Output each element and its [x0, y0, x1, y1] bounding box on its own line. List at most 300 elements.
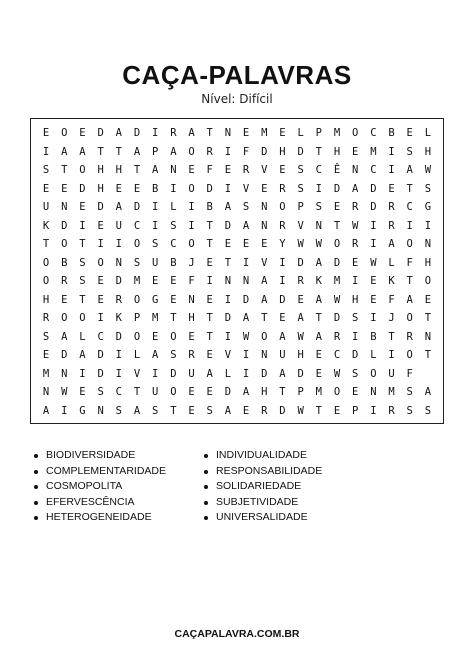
grid-letter: A — [352, 182, 359, 195]
grid-letter: E — [97, 293, 104, 306]
grid-letter: N — [170, 164, 177, 177]
grid-letter: E — [424, 293, 432, 306]
grid-letter: R — [206, 145, 213, 158]
grid-letter: L — [133, 349, 141, 362]
grid-letter: E — [297, 293, 304, 306]
grid-letter: J — [388, 312, 395, 325]
grid-letter: A — [424, 386, 432, 399]
grid-letter: E — [42, 127, 50, 140]
grid-letter: A — [115, 201, 122, 214]
grid-letter: A — [315, 293, 322, 306]
grid-letter: D — [297, 145, 304, 158]
grid-letter: W — [352, 219, 359, 232]
grid-letter: I — [352, 330, 359, 343]
grid-letter: U — [152, 256, 159, 269]
grid-letter: E — [79, 127, 86, 140]
grid-letter: O — [188, 182, 195, 195]
grid-letter: I — [42, 145, 50, 158]
grid-letter: I — [388, 145, 395, 158]
grid-letter: A — [242, 386, 250, 399]
grid-letter: O — [170, 386, 177, 399]
word-search-grid — [30, 118, 444, 424]
grid-letter: E — [352, 386, 359, 399]
grid-letter: E — [315, 349, 322, 362]
grid-letter: E — [79, 386, 86, 399]
grid-letter: T — [424, 312, 432, 325]
grid-letter: R — [352, 238, 359, 251]
grid-letter: W — [424, 164, 432, 177]
grid-letter: E — [133, 182, 141, 195]
grid-letter: D — [97, 127, 104, 140]
grid-letter: P — [133, 312, 141, 325]
grid-letter: I — [79, 219, 86, 232]
grid-letter: E — [242, 238, 250, 251]
grid-letter: F — [388, 293, 395, 306]
grid-letter: M — [333, 127, 341, 140]
grid-letter: O — [406, 312, 413, 325]
grid-letter: R — [388, 404, 395, 417]
grid-letter: R — [352, 201, 359, 214]
grid-letter: O — [79, 164, 86, 177]
grid-letter: P — [152, 145, 159, 158]
grid-letter: D — [333, 256, 341, 269]
grid-letter: I — [224, 145, 232, 158]
grid-letter: D — [370, 182, 377, 195]
grid-letter: S — [315, 201, 322, 214]
grid-letter: E — [352, 256, 359, 269]
grid-letter: O — [97, 256, 104, 269]
grid-letter: E — [279, 127, 286, 140]
grid-letter: S — [242, 201, 250, 214]
grid-letter: F — [406, 256, 413, 269]
grid-letter: T — [79, 238, 86, 251]
grid-letter: T — [315, 145, 322, 158]
grid-letter: E — [333, 404, 341, 417]
page-title: CAÇA-PALAVRAS — [122, 60, 352, 90]
grid-letter: E — [61, 293, 68, 306]
grid-letter: D — [333, 182, 341, 195]
grid-letter: O — [261, 330, 268, 343]
grid-letter: R — [388, 219, 395, 232]
grid-letter: S — [352, 312, 359, 325]
grid-letter: E — [388, 182, 395, 195]
grid-letter: A — [279, 367, 286, 380]
grid-letter: D — [297, 367, 304, 380]
grid-letter: S — [170, 219, 177, 232]
grid-letter: Y — [279, 238, 286, 251]
grid-letter: R — [333, 330, 341, 343]
grid-letter: I — [170, 182, 177, 195]
grid-letter: T — [406, 182, 413, 195]
grid-letter: S — [115, 404, 122, 417]
grid-letter: S — [42, 164, 50, 177]
grid-letter: H — [115, 164, 122, 177]
grid-letter: D — [170, 367, 177, 380]
grid-letter: N — [188, 293, 195, 306]
grid-letter: L — [170, 201, 177, 214]
grid-letter: S — [79, 256, 86, 269]
grid-letter: D — [352, 349, 359, 362]
grid-letter: H — [297, 349, 304, 362]
grid-letter: E — [315, 367, 322, 380]
grid-letter: O — [352, 127, 359, 140]
grid-letter: A — [170, 145, 177, 158]
grid-letter: N — [352, 164, 359, 177]
grid-letter: E — [370, 275, 377, 288]
grid-letter: R — [279, 182, 286, 195]
grid-letter: M — [388, 386, 395, 399]
grid-letter: V — [224, 349, 232, 362]
word-list-item: RESPONSABILIDADE — [202, 464, 372, 480]
grid-letter: E — [370, 293, 377, 306]
grid-letter: O — [42, 275, 50, 288]
grid-letter: M — [42, 367, 50, 380]
grid-letter: O — [61, 312, 68, 325]
grid-letter: T — [115, 145, 122, 158]
grid-letter: O — [188, 145, 195, 158]
grid-letter: A — [133, 145, 141, 158]
grid-letter: J — [188, 256, 195, 269]
grid-letter: W — [297, 404, 304, 417]
grid-letter: C — [333, 349, 341, 362]
grid-letter: A — [152, 164, 159, 177]
grid-letter: N — [61, 367, 68, 380]
grid-letter: P — [352, 404, 359, 417]
grid-letter: A — [42, 404, 50, 417]
grid-letter: N — [424, 330, 432, 343]
grid-letter: A — [224, 201, 232, 214]
grid-letter: E — [279, 312, 286, 325]
grid-letter: T — [206, 330, 213, 343]
grid-letter: D — [297, 256, 304, 269]
grid-letter: C — [133, 219, 141, 232]
grid-letter: U — [388, 367, 395, 380]
grid-letter: H — [42, 293, 50, 306]
grid-letter: T — [206, 312, 213, 325]
grid-letter: E — [170, 293, 177, 306]
grid-letter: I — [188, 201, 195, 214]
grid-letter: D — [133, 201, 141, 214]
grid-letter: R — [242, 164, 250, 177]
grid-letter: I — [315, 182, 322, 195]
grid-letter: W — [242, 330, 250, 343]
grid-letter: S — [206, 404, 213, 417]
grid-letter: R — [188, 349, 195, 362]
grid-letter: A — [152, 349, 159, 362]
grid-letter: N — [61, 201, 68, 214]
grid-letter: T — [224, 256, 232, 269]
grid-letter: I — [115, 367, 122, 380]
grid-letter: N — [261, 349, 268, 362]
grid-letter: L — [388, 256, 395, 269]
grid-letter: D — [115, 330, 122, 343]
grid-letter: U — [115, 219, 122, 232]
grid-letter: M — [152, 312, 159, 325]
grid-letter: S — [406, 386, 413, 399]
grid-letter: M — [333, 275, 341, 288]
grid-letter: O — [333, 238, 341, 251]
grid-letter: T — [97, 145, 104, 158]
grid-letter: T — [206, 219, 213, 232]
grid-letter: E — [115, 182, 122, 195]
grid-letter: E — [42, 349, 50, 362]
grid-letter: T — [170, 312, 177, 325]
grid-letter: S — [406, 145, 413, 158]
grid-letter: H — [279, 145, 286, 158]
grid-letter: A — [261, 275, 268, 288]
grid-letter: A — [224, 404, 232, 417]
grid-letter: E — [406, 127, 413, 140]
grid-letter: A — [242, 312, 250, 325]
grid-letter: S — [79, 275, 86, 288]
grid-letter: A — [79, 145, 86, 158]
grid-letter: L — [297, 127, 304, 140]
grid-letter: E — [188, 164, 195, 177]
grid-letter: P — [315, 127, 322, 140]
grid-letter: T — [315, 312, 322, 325]
grid-letter: E — [97, 219, 104, 232]
grid-letter: T — [206, 238, 213, 251]
grid-letter: N — [115, 256, 122, 269]
grid-letter: A — [388, 238, 395, 251]
grid-letter: T — [315, 404, 322, 417]
grid-letter: M — [261, 127, 268, 140]
grid-letter: F — [188, 275, 195, 288]
grid-letter: B — [370, 330, 377, 343]
grid-letter: R — [42, 312, 50, 325]
difficulty-label: Nível: Difícil — [201, 92, 273, 106]
grid-letter: I — [61, 404, 68, 417]
grid-letter: L — [424, 127, 432, 140]
grid-letter: T — [333, 219, 341, 232]
grid-letter: N — [261, 219, 268, 232]
grid-letter: I — [370, 404, 377, 417]
word-list-right — [202, 448, 372, 526]
grid-letter: N — [42, 386, 50, 399]
grid-letter: S — [170, 349, 177, 362]
grid-letter: O — [279, 201, 286, 214]
grid-letter: N — [224, 275, 232, 288]
grid-letter: S — [42, 330, 50, 343]
grid-letter: H — [97, 182, 104, 195]
grid-letter: E — [242, 404, 250, 417]
grid-letter: E — [224, 164, 232, 177]
grid-letter: O — [79, 312, 86, 325]
grid-letter: E — [97, 275, 104, 288]
grid-letter: E — [242, 127, 250, 140]
grid-letter: T — [279, 386, 286, 399]
grid-letter: A — [315, 256, 322, 269]
grid-letter: G — [79, 404, 86, 417]
grid-letter: D — [261, 367, 268, 380]
grid-letter: P — [297, 201, 304, 214]
grid-letter: D — [224, 219, 232, 232]
grid-letter: V — [261, 164, 268, 177]
grid-letter: N — [261, 201, 268, 214]
grid-letter: D — [279, 404, 286, 417]
grid-letter: R — [297, 275, 304, 288]
grid-letter: D — [97, 201, 104, 214]
grid-letter: S — [133, 256, 141, 269]
grid-letter: E — [206, 386, 213, 399]
grid-letter: K — [115, 312, 122, 325]
grid-letter: R — [170, 127, 177, 140]
grid-letter: O — [170, 330, 177, 343]
word-list — [32, 448, 452, 526]
grid-letter: O — [61, 238, 68, 251]
word-list-left — [32, 448, 202, 526]
grid-letter: V — [242, 182, 250, 195]
grid-letter: V — [133, 367, 141, 380]
grid-letter: S — [406, 404, 413, 417]
grid-letter: K — [388, 275, 395, 288]
grid-letter: I — [97, 312, 104, 325]
grid-letter: N — [242, 275, 250, 288]
grid-letter: I — [79, 367, 86, 380]
grid-letter: E — [79, 201, 86, 214]
grid-letter: G — [424, 201, 432, 214]
grid-letter: O — [133, 330, 141, 343]
grid-letter: E — [352, 145, 359, 158]
grid-letter: T — [388, 330, 395, 343]
grid-letter: D — [97, 367, 104, 380]
grid-letter: M — [133, 275, 141, 288]
grid-letter: A — [206, 367, 213, 380]
grid-letter: O — [424, 275, 432, 288]
grid-letter: O — [406, 238, 413, 251]
grid-letter: I — [224, 330, 232, 343]
word-list-item: COSMOPOLITA — [32, 479, 202, 495]
grid-letter: K — [315, 275, 322, 288]
grid-letter: A — [261, 293, 268, 306]
grid-letter: N — [97, 404, 104, 417]
grid-letter: C — [406, 201, 413, 214]
grid-letter: T — [424, 349, 432, 362]
grid-letter: W — [297, 330, 304, 343]
grid-letter: A — [115, 127, 122, 140]
grid-letter: F — [406, 367, 413, 380]
grid-letter: H — [333, 145, 341, 158]
grid-letter: D — [279, 293, 286, 306]
grid-letter: I — [97, 238, 104, 251]
grid-letter: B — [61, 256, 68, 269]
grid-letter: E — [170, 275, 177, 288]
grid-letter: D — [115, 275, 122, 288]
grid-letter: I — [115, 238, 122, 251]
grid-letter: O — [370, 367, 377, 380]
grid-letter: N — [370, 386, 377, 399]
grid-letter: B — [206, 201, 213, 214]
grid-letter: H — [352, 293, 359, 306]
grid-letter: C — [370, 127, 377, 140]
grid-letter: W — [297, 238, 304, 251]
grid-letter: E — [333, 201, 341, 214]
grid-letter: B — [388, 127, 395, 140]
grid-letter: D — [261, 145, 268, 158]
grid-letter: E — [42, 182, 50, 195]
grid-letter: R — [279, 219, 286, 232]
grid-letter: M — [315, 386, 322, 399]
grid-letter: D — [61, 349, 68, 362]
grid-letter: P — [297, 386, 304, 399]
grid-letter: T — [61, 164, 68, 177]
grid-letter: M — [370, 145, 377, 158]
grid-letter: E — [188, 386, 195, 399]
grid-letter: W — [370, 256, 377, 269]
grid-letter: H — [188, 312, 195, 325]
grid-letter: L — [370, 349, 377, 362]
grid-letter: I — [279, 256, 286, 269]
word-list-item: BIODIVERSIDADE — [32, 448, 202, 464]
grid-letter: A — [133, 404, 141, 417]
grid-letter: L — [79, 330, 86, 343]
letter-grid — [37, 124, 437, 420]
grid-letter: I — [206, 275, 213, 288]
grid-letter: E — [206, 293, 213, 306]
grid-letter: S — [97, 386, 104, 399]
grid-letter: R — [115, 293, 122, 306]
word-list-item: SUBJETIVIDADE — [202, 495, 372, 511]
grid-letter: D — [224, 386, 232, 399]
grid-letter: O — [133, 293, 141, 306]
grid-letter: I — [224, 182, 232, 195]
grid-letter: I — [242, 256, 250, 269]
grid-letter: I — [370, 238, 377, 251]
grid-letter: H — [424, 145, 432, 158]
grid-letter: D — [97, 349, 104, 362]
grid-letter: H — [97, 164, 104, 177]
grid-letter: T — [406, 275, 413, 288]
grid-letter: A — [315, 330, 322, 343]
grid-letter: Ê — [333, 164, 341, 177]
word-list-item: UNIVERSALIDADE — [202, 510, 372, 526]
grid-letter: K — [42, 219, 50, 232]
grid-letter: S — [352, 367, 359, 380]
grid-letter: I — [279, 275, 286, 288]
grid-letter: U — [279, 349, 286, 362]
grid-letter: O — [42, 256, 50, 269]
grid-letter: I — [406, 219, 413, 232]
grid-letter: D — [224, 312, 232, 325]
grid-letter: S — [424, 404, 432, 417]
grid-letter: N — [224, 127, 232, 140]
word-list-item: SOLIDARIEDADE — [202, 479, 372, 495]
grid-letter: I — [242, 367, 250, 380]
grid-letter: L — [224, 367, 232, 380]
grid-letter: E — [261, 238, 268, 251]
grid-letter: I — [152, 219, 159, 232]
site-footer: CAÇAPALAVRA.COM.BR — [174, 628, 300, 640]
grid-letter: B — [170, 256, 177, 269]
grid-letter: R — [388, 201, 395, 214]
grid-letter: D — [242, 293, 250, 306]
grid-letter: C — [97, 330, 104, 343]
grid-letter: T — [133, 164, 141, 177]
grid-letter: D — [370, 201, 377, 214]
grid-letter: W — [315, 238, 322, 251]
grid-letter: C — [370, 164, 377, 177]
grid-letter: C — [115, 386, 122, 399]
grid-letter: U — [188, 367, 195, 380]
grid-letter: I — [115, 349, 122, 362]
grid-letter: A — [297, 312, 304, 325]
grid-letter: T — [42, 238, 50, 251]
grid-letter: A — [188, 127, 195, 140]
grid-letter: E — [152, 275, 159, 288]
grid-letter: F — [206, 164, 213, 177]
grid-letter: N — [424, 238, 432, 251]
grid-letter: D — [79, 182, 86, 195]
